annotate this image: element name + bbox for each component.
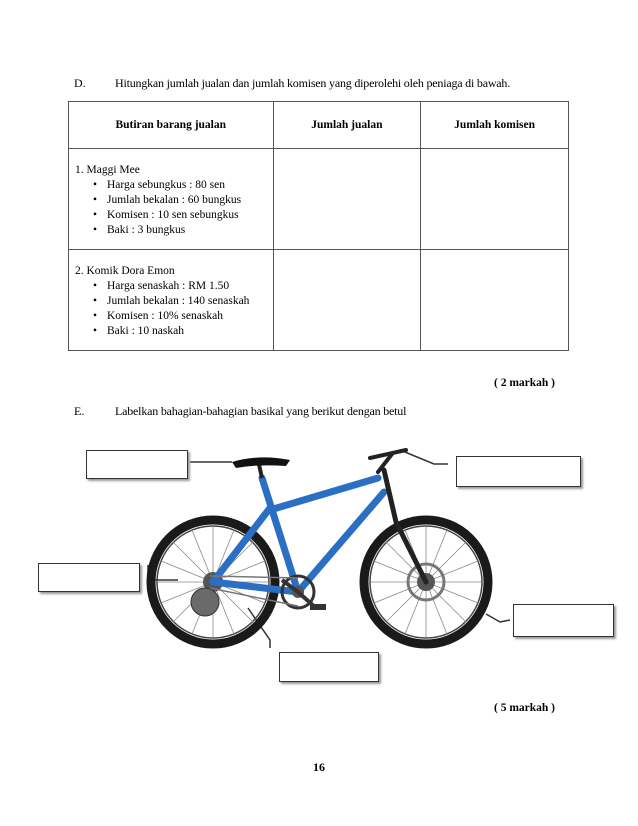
table-row: [69, 250, 569, 351]
sales-table: [68, 101, 569, 351]
label-box-handlebar[interactable]: [456, 456, 581, 487]
page-number: 16: [313, 760, 325, 774]
bullet-item: • Jumlah bekalan : 60 bungkus: [93, 193, 269, 208]
bullet-item: • Baki : 3 bungkus: [93, 223, 269, 238]
item-cell: [69, 149, 274, 250]
marks-e: ( 5 markah ): [493, 702, 555, 714]
bullet-item: • Harga senaskah : RM 1.50: [93, 279, 269, 294]
item-title: 2. Komik Dora Emon: [75, 265, 175, 277]
item-cell: [69, 250, 274, 351]
label-box-front-tyre[interactable]: [513, 604, 614, 637]
header-jumlah-komisen: Jumlah komisen: [421, 102, 569, 149]
jumlah-komisen-answer-cell[interactable]: [421, 250, 569, 351]
label-box-rear-wheel[interactable]: [38, 563, 140, 592]
item-bullets: [75, 178, 269, 238]
label-box-saddle[interactable]: [86, 450, 188, 479]
bullet-item: • Harga sebungkus : 80 sen: [93, 178, 269, 193]
marks-d: ( 2 markah ): [493, 377, 555, 389]
jumlah-komisen-answer-cell[interactable]: [421, 149, 569, 250]
section-d-letter: D.: [74, 76, 86, 90]
bullet-item: • Komisen : 10 sen sebungkus: [93, 208, 269, 223]
jumlah-jualan-answer-cell[interactable]: [273, 149, 421, 250]
bullet-item: • Komisen : 10% senaskah: [93, 309, 269, 324]
section-e-instruction: Labelkan bahagian-bahagian basikal yang berikut dengan betul: [115, 404, 407, 418]
header-jumlah-jualan: Jumlah jualan: [273, 102, 421, 149]
bullet-item: • Baki : 10 naskah: [93, 324, 269, 339]
jumlah-jualan-answer-cell[interactable]: [273, 250, 421, 351]
item-bullets: [75, 279, 269, 339]
label-box-chain[interactable]: [279, 652, 379, 682]
table-header-row: [69, 102, 569, 149]
section-d-instruction: Hitungkan jumlah jualan dan jumlah komisen yang diperolehi oleh peniaga di bawah.: [115, 76, 511, 90]
handlebar: [370, 450, 406, 472]
section-e-letter: E.: [74, 404, 85, 418]
bullet-item: • Jumlah bekalan : 140 senaskah: [93, 294, 269, 309]
item-title: 1. Maggi Mee: [75, 164, 140, 176]
header-butiran: Butiran barang jualan: [69, 102, 274, 149]
table-row: [69, 149, 569, 250]
